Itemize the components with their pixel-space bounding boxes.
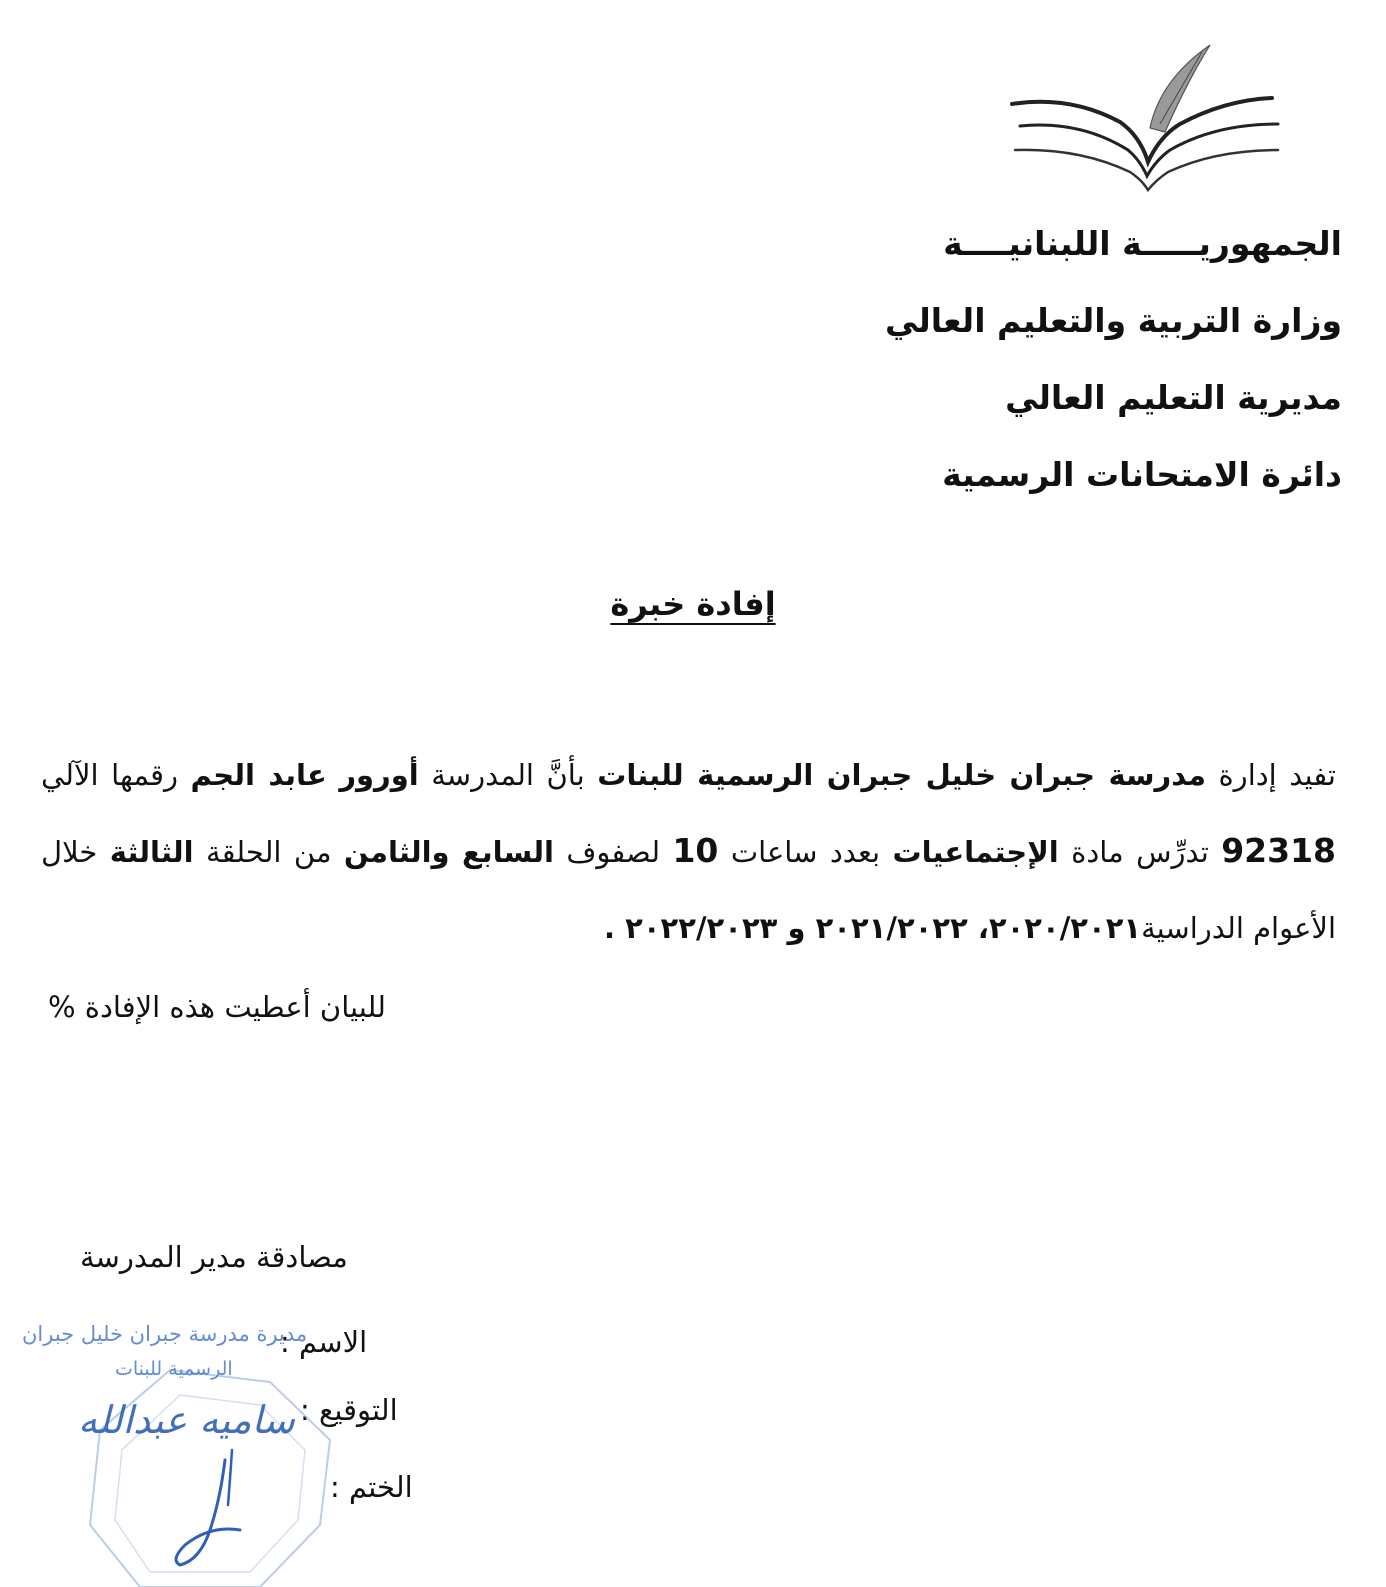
- name-field-label: الاسم :: [280, 1325, 368, 1359]
- stamp-text-line-1: مديرة مدرسة جبران خليل جبران: [22, 1322, 308, 1346]
- stamp-field-label: الختم :: [330, 1470, 413, 1504]
- body-text-segment: خلال الأعوام الدراسية: [41, 835, 1336, 945]
- cycle-name: الثالثة: [109, 835, 194, 869]
- department-name: دائرة الامتحانات الرسمية: [942, 455, 1342, 494]
- document-title-text: إفادة خبرة: [610, 585, 776, 623]
- closing-statement: للبيان أعطيت هذه الإفادة %: [48, 990, 386, 1024]
- country-name: الجمهوريـــــة اللبنانيــــة: [943, 224, 1342, 263]
- body-text-segment: من الحلقة: [193, 835, 344, 869]
- weekly-hours: 10: [672, 831, 719, 870]
- signature-field-label: التوقيع :: [300, 1393, 398, 1427]
- grade-eighth: والثامن: [343, 835, 450, 869]
- principal-approval-label: مصادقة مدير المدرسة: [80, 1240, 348, 1274]
- certificate-body: [41, 737, 1336, 966]
- issuing-authority-header: [885, 205, 1342, 513]
- body-text-segment: رقمها الآلي: [41, 758, 191, 792]
- ministry-book-logo-icon: [1010, 40, 1285, 195]
- academic-years: ٢٠٢٠/٢٠٢١، ٢٠٢١/٢٠٢٢ و ٢٠٢٢/٢٠٢٣ .: [604, 911, 1142, 945]
- grade-seventh: السابع: [461, 835, 554, 869]
- teacher-first-name: أورور: [339, 758, 419, 792]
- directorate-name: مديرية التعليم العالي: [1005, 378, 1342, 417]
- document-title: [0, 585, 1386, 623]
- ministry-name: وزارة التربية والتعليم العالي: [885, 301, 1342, 340]
- stamp-text-line-2: الرسمية للبنات: [115, 1358, 233, 1380]
- teacher-last-name: عابد الجم: [190, 758, 327, 792]
- body-text-segment: تفيد إدارة: [1205, 758, 1336, 792]
- body-text-segment: تدرِّس مادة: [1058, 835, 1222, 869]
- body-text-segment: بأنَّ المدرسة: [418, 758, 598, 792]
- school-name: مدرسة جبران خليل جبران الرسمية للبنات: [597, 758, 1206, 792]
- handwritten-signature-icon: [60, 1390, 360, 1570]
- subject-name: الإجتماعيات: [892, 835, 1059, 869]
- body-text-segment: لصفوف: [553, 835, 673, 869]
- body-text-segment: بعدد ساعات: [718, 835, 893, 869]
- handwritten-signature-name: ساميه عبدالله: [78, 1398, 295, 1442]
- teacher-number: 92318: [1221, 831, 1336, 870]
